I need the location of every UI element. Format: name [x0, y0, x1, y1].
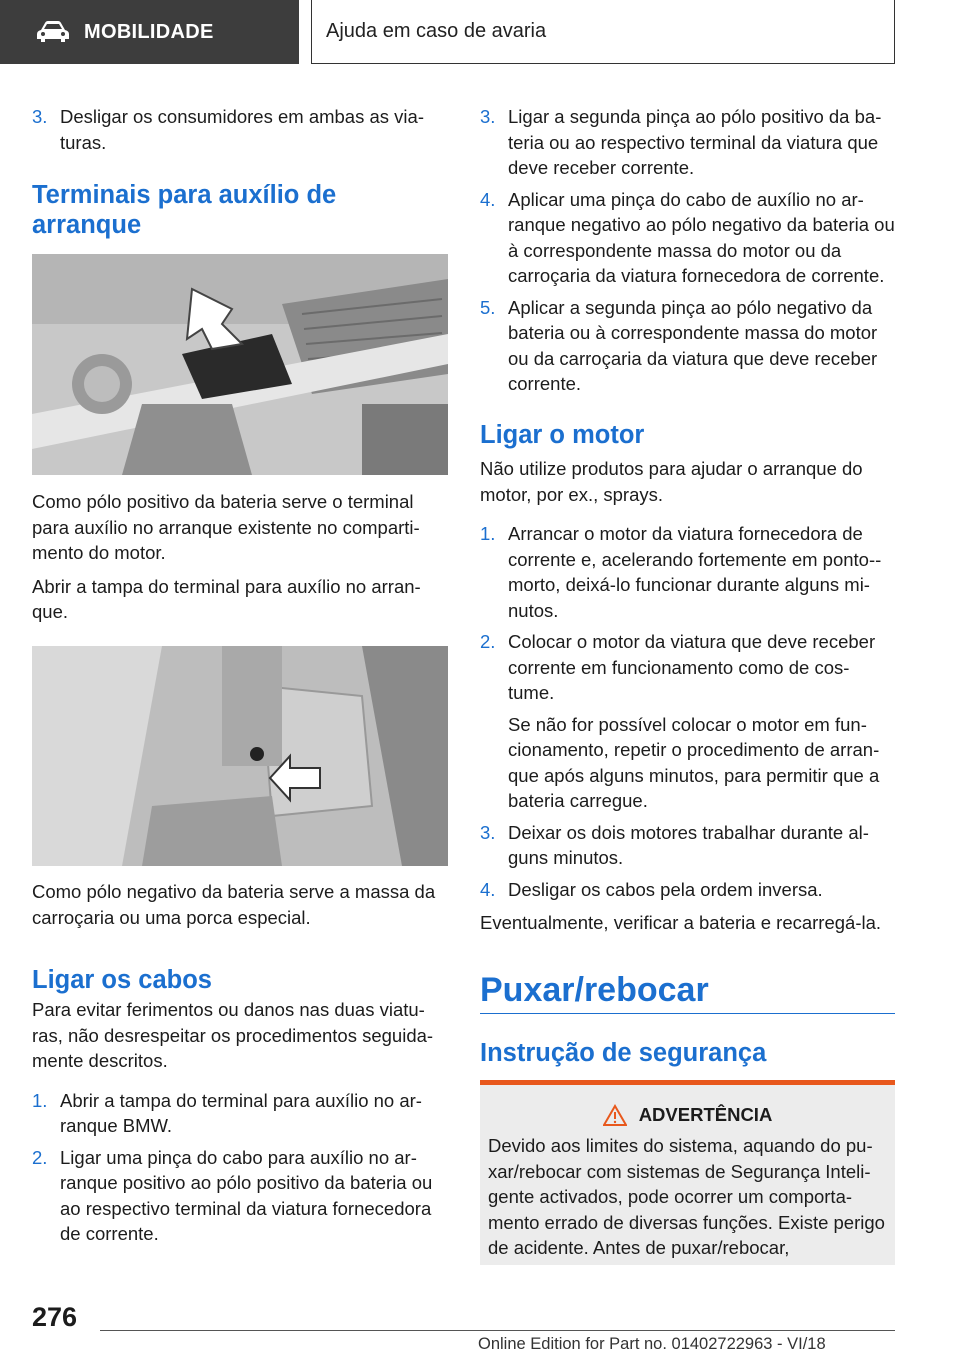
list-item: [32, 1145, 448, 1247]
heading-engine: Ligar o motor: [480, 421, 645, 449]
heading-cables: Ligar os cabos: [32, 966, 212, 994]
item-number: 3.: [480, 106, 496, 127]
left-text-block-3: [32, 997, 448, 1247]
warning-triangle-icon: [603, 1104, 627, 1126]
item-text: Aplicar a segunda pinça ao pólo negativo da bateria ou à correspondente massa do motor ou da carroçaria da viatura que deve receber corrente.: [508, 296, 878, 394]
footer-rule: [100, 1330, 895, 1331]
paragraph: Não utilize produtos para ajudar o arranque do motor, por ex., sprays.: [480, 458, 863, 505]
title-tow: Puxar/rebocar: [480, 971, 709, 1009]
paragraph: Eventualmente, verificar a bateria e recarregá-la.: [480, 912, 882, 933]
paragraph: Como pólo negativo da bateria serve a massa da carroçaria ou uma porca especial.: [32, 881, 436, 928]
item-number: 2.: [32, 1146, 48, 1168]
heading-safety: Instrução de segurança: [480, 1039, 767, 1067]
paragraph: Abrir a tampa do terminal para auxílio no arran‐que.: [32, 575, 421, 622]
warning-text: Devido aos limites do sistema, aquando do pu‐xar/rebocar com sistemas de Segurança Inteli‐gente activados, pode ocorrer um comporta‐mento errado de diversas funções. Existe perigo de acidente. Antes de puxar/rebocar,: [488, 1135, 885, 1258]
paragraph: Para evitar ferimentos ou danos nas duas viatu‐ras, não desrespeitar os procedimentos seguida‐mente descritos.: [32, 999, 434, 1071]
list-item: [480, 187, 895, 289]
item-text: Ligar uma pinça do cabo para auxílio no ar‐ranque positivo ao pólo positivo da bateria ou ao respectivo terminal da viatura fornecedora de corrente.: [60, 1146, 433, 1244]
item-text: Desligar os consumidores em ambas as via‐turas.: [60, 106, 424, 153]
edition-note: Online Edition for Part no. 01402722963 - VI/18: [478, 1335, 826, 1353]
item-number: 4.: [480, 188, 496, 210]
heading-terminals: Terminais para auxílio de arranque: [32, 181, 337, 239]
item-text: Aplicar uma pinça do cabo de auxílio no ar‐ranque negativo ao pólo negativo da bateria ou à correspondente massa do motor ou da carroçaria da viatura fornecedora de corrente.: [508, 188, 895, 286]
item-number: 1.: [32, 1089, 48, 1111]
list-item: [480, 521, 895, 623]
item-text: Abrir a tampa do terminal para auxílio no ar‐ranque BMW.: [60, 1089, 422, 1136]
right-text-block: [480, 456, 895, 936]
warning-box: [480, 1080, 895, 1265]
item-number: 4.: [480, 878, 496, 900]
left-text-block-2: [32, 879, 448, 930]
warning-header: [488, 1103, 887, 1127]
item-number: 3.: [32, 106, 48, 127]
list-item: [480, 629, 895, 706]
item-text: Deixar os dois motores trabalhar durante al‐guns minutos.: [508, 821, 869, 868]
list-item: [480, 820, 895, 871]
list-item-note: [480, 712, 895, 814]
left-text-block-1: [32, 489, 448, 625]
list-item: [480, 104, 895, 181]
right-column-steps: [480, 104, 895, 397]
item-number: 3.: [480, 821, 496, 843]
item-text: Se não for possível colocar o motor em fun‐cionamento, repetir o procedimento de arran‐que após alguns minutos, para permitir que a bateria carregue.: [508, 713, 880, 811]
item-number: [480, 712, 508, 814]
item-number: 2.: [480, 631, 496, 652]
chapter-title: Ajuda em caso de avaria: [326, 20, 547, 42]
item-number: 5.: [480, 296, 496, 318]
list-item: [32, 104, 448, 155]
left-column: [32, 104, 448, 155]
item-text: Colocar o motor da viatura que deve receber corrente em funcionamento como de cos‐tume.: [508, 631, 876, 703]
item-text: Desligar os cabos pela ordem inversa.: [508, 878, 823, 900]
engine-bay-photo-positive: [32, 254, 448, 475]
header-section-tab: [0, 0, 299, 64]
list-item: [480, 877, 895, 903]
car-icon: [36, 20, 70, 44]
item-number: 1.: [480, 523, 496, 544]
page-number: 276: [32, 1302, 78, 1332]
list-item: [32, 1088, 448, 1139]
header-chapter: [311, 0, 895, 64]
item-text: Ligar a segunda pinça ao pólo positivo da ba‐teria ou ao respectivo terminal da viatura que deve receber corrente.: [508, 106, 882, 178]
engine-bay-photo-negative: [32, 646, 448, 866]
title-rule: [480, 1013, 895, 1014]
item-text: Arrancar o motor da viatura fornecedora de corrente e, acelerando fortemente em ponto‐-morto, deixá-lo funcionar durante alguns mi‐nutos.: [508, 523, 882, 621]
paragraph: Como pólo positivo da bateria serve o terminal para auxílio no arranque existente no comparti‐mento do motor.: [32, 491, 420, 563]
warning-title: ADVERTÊNCIA: [638, 1104, 773, 1125]
section-label: MOBILIDADE: [84, 20, 214, 43]
list-item: [480, 295, 895, 397]
